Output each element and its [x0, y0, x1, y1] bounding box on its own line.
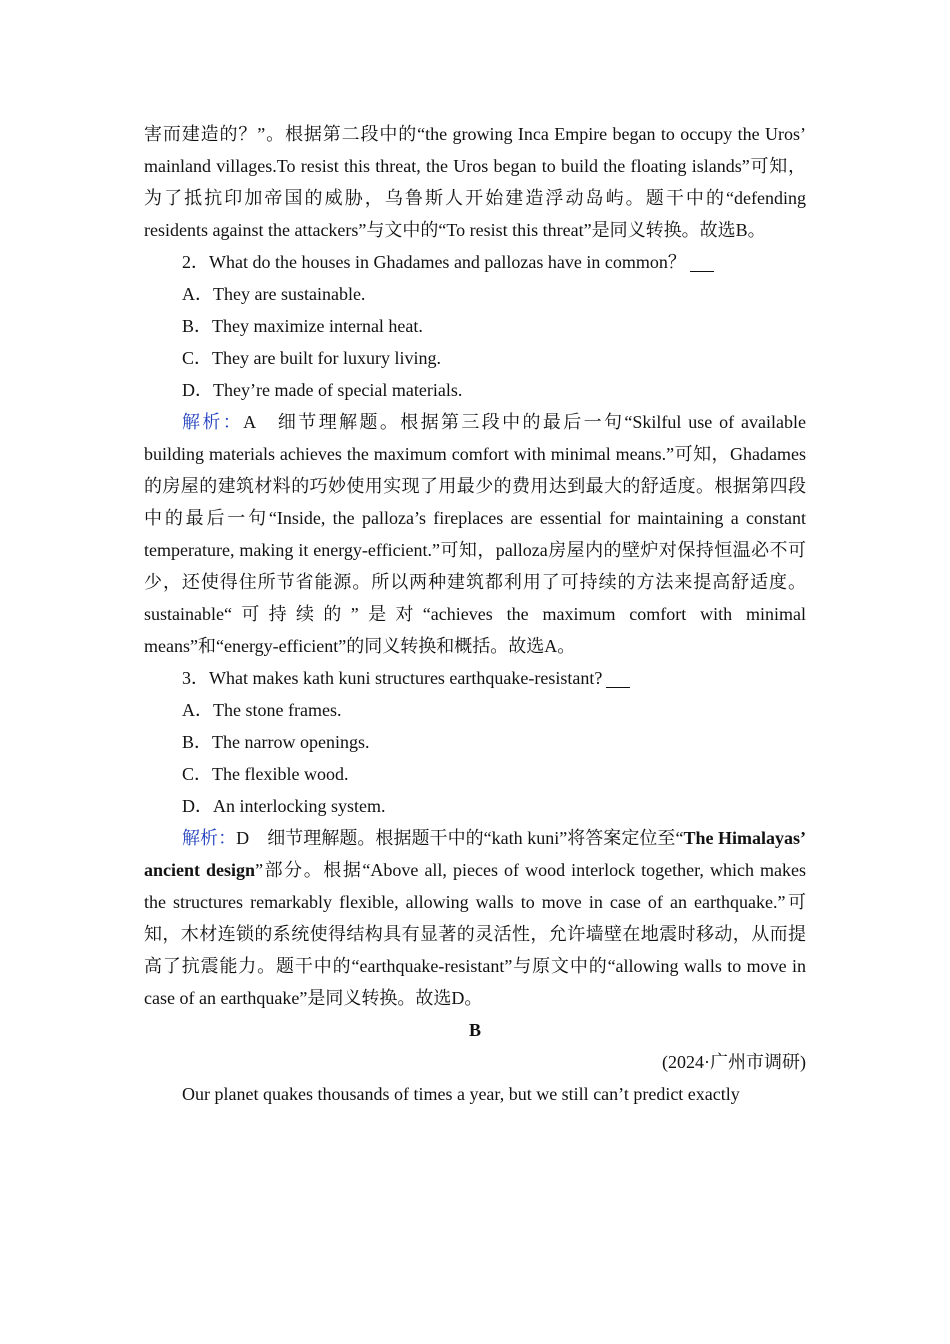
q3-option-a: A．The stone frames. [182, 700, 342, 720]
q2-option-a: A．They are sustainable. [182, 284, 366, 304]
answer-blank [690, 253, 714, 272]
section-title-ref: The Himalayas’ ancient design [144, 828, 806, 880]
q1-analysis-continued: 害而建造的？”。根据第二段中的“the growing Inca Empire began to occupy the Uros’ mainland villages.To resist this threat, the Uros began to build the floating islands”可知，为了抵抗印加帝国的威胁，乌鲁斯人开始建造浮动岛屿。题干中的“defending residents against the attackers”与文中的“To resist this threat”是同义转换。故选B。 [144, 124, 806, 240]
q2-option-d: D．They’re made of special materials. [182, 380, 463, 400]
source-note: (2024·广州市调研) [662, 1052, 806, 1072]
document-page [144, 118, 806, 1110]
q3-option-c: C．The flexible wood. [182, 764, 349, 784]
q2-option-b: B．They maximize internal heat. [182, 316, 423, 336]
passage-b-text: Our planet quakes thousands of times a year, but we still can’t predict exactly [182, 1084, 740, 1104]
q2-analysis: 解析：A 细节理解题。根据第三段中的最后一句“Skilful use of available building materials achieves the maximum comfort with minimal means.”可知，Ghadames的房屋的建筑材料的巧妙使用实现了用最少的费用达到最大的舒适度。根据第四段中的最后一句“Inside, the palloza’s fireplaces are essential for maintaining a constant temperature, making it energy-efficient.”可知，palloza房屋内的壁炉对保持恒温必不可少，还使得住所节省能源。所以两种建筑都利用了可持续的方法来提高舒适度。sustainable“可持续的”是对“achieves the maximum comfort with minimal means”和“energy-efficient”的同义转换和概括。故选A。 [144, 412, 807, 656]
q2-question: 2．What do the houses in Ghadames and pallozas have in common？ [144, 246, 806, 278]
q3-option-d: D．An interlocking system. [182, 796, 386, 816]
analysis-label: 解析： [182, 412, 244, 432]
q3-analysis: 解析：D 细节理解题。根据题干中的“kath kuni”将答案定位至“The Himalayas’ ancient design”部分。根据“Above all, pieces of wood interlock together, which makes the structures remarkably flexible, allowing walls to move in case of an earthquake.”可知，木材连锁的系统使得结构具有显著的灵活性，允许墙壁在地震时移动，从而提高了抗震能力。题干中的“earthquake-resistant”与原文中的“allowing walls to move in case of an earthquake”是同义转换。故选D。 [144, 828, 806, 1008]
analysis-label: 解析： [182, 828, 237, 848]
answer-blank [606, 669, 630, 688]
q3-question: 3．What makes kath kuni structures earthquake-resistant? [144, 662, 806, 694]
q3-option-b: B．The narrow openings. [182, 732, 370, 752]
section-heading: B [468, 1020, 481, 1040]
q2-option-c: C．They are built for luxury living. [182, 348, 441, 368]
